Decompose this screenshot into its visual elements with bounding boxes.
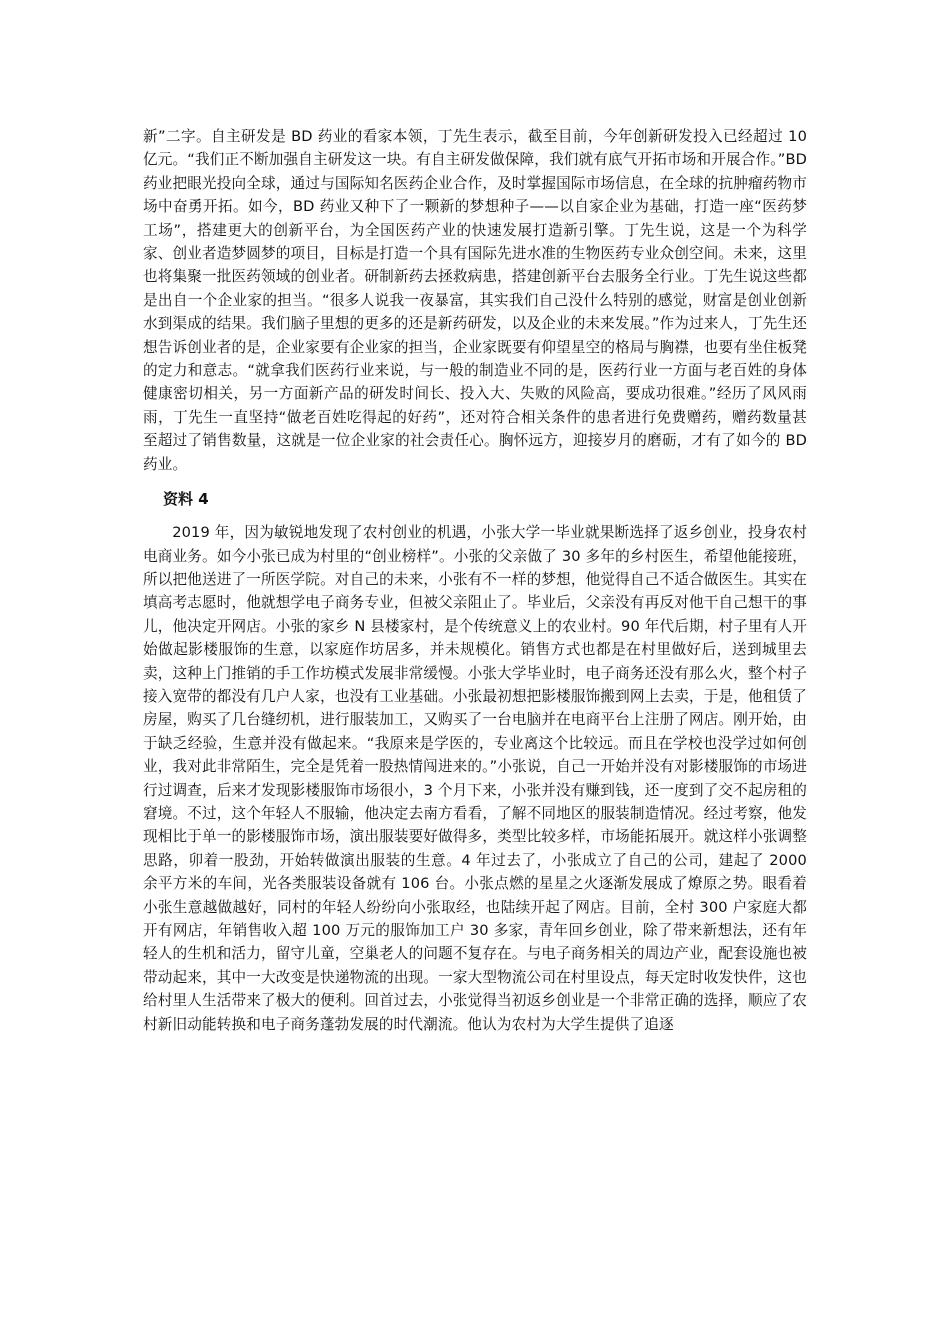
section-heading-material-4: 资料 4: [163, 490, 209, 509]
paragraph-bd-pharma: 新”二字。自主研发是 BD 药业的看家本领，丁先生表示，截至目前，今年创新研发投入已经超过 10 亿元。“我们正不断加强自主研发这一块。有自主研发做保障，我们就有底气开拓市场和开展合作。”BD 药业把眼光投向全球，通过与国际知名医药企业合作，及时掌握国际市场信息，在全球的抗肿瘤药物市场中奋勇开拓。如今，BD 药业又种下了一颗新的梦想种子——以自家企业为基础，打造一座“医药梦工场”，搭建更大的创新平台，为全国医药产业的快速发展打造新引擎。丁先生说，这是一个为科学家、创业者造梦圆梦的项目，目标是打造一个具有国际先进水准的生物医药专业众创空间。未来，这里也将集聚一批医药领域的创业者。研制新药去拯救病患，搭建创新平台去服务全行业。丁先生说这些都是出自一个企业家的担当。“很多人说我一夜暴富，其实我们自己没什么特别的感觉，财富是创业创新水到渠成的结果。我们脑子里想的更多的还是新药研发，以及企业的未来发展。”作为过来人，丁先生还想告诉创业者的是，企业家要有企业家的担当，企业家既要有仰望星空的格局与胸襟，也要有坐住板凳的定力和意志。“就拿我们医药行业来说，与一般的制造业不同的是，医药行业一方面与老百姓的身体健康密切相关，另一方面新产品的研发时间长、投入大、失败的风险高，要成功很难。”经历了风风雨雨，丁先生一直坚持“做老百姓吃得起的好药”，还对符合相关条件的患者进行免费赠药，赠药数量甚至超过了销售数量，这就是一位企业家的社会责任心。胸怀远方，迎接岁月的磨砺，才有了如今的 BD 药业。: [143, 128, 807, 473]
paragraph-xiaozhang: 2019 年，因为敏锐地发现了农村创业的机遇，小张大学一毕业就果断选择了返乡创业，投身农村电商业务。如今小张已成为村里的“创业榜样”。小张的父亲做了 30 多年的乡村医生，希望他能接班，所以把他送进了一所医学院。对自己的未来，小张有不一样的梦想，他觉得自己不适合做医生。其实在填高考志愿时，他就想学电子商务专业，但被父亲阻止了。毕业后，父亲没有再反对他干自己想干的事儿，他决定开网店。小张的家乡 N 县楼家村，是个传统意义上的农业村。90 年代后期，村子里有人开始做起影楼服饰的生意，以家庭作坊居多，并未规模化。销售方式也都是在村里做好后，送到城里去卖，这种上门推销的手工作坊模式发展非常缓慢。小张大学毕业时，电子商务还没有那么火，整个村子接入宽带的都没有几户人家，也没有工业基础。小张最初想把影楼服饰搬到网上去卖，于是，他租赁了房屋，购买了几台缝纫机，进行服装加工，又购买了一台电脑并在电商平台上注册了网店。刚开始，由于缺乏经验，生意并没有做起来。“我原来是学医的，专业离这个比较远。而且在学校也没学过如何创业，我对此非常陌生，完全是凭着一股热情闯进来的。”小张说，自己一开始并没有对影楼服饰的市场进行过调查，后来才发现影楼服饰市场很小，3 个月下来，小张并没有赚到钱，还一度到了交不起房租的窘境。不过，这个年轻人不服输，他决定去南方看看，了解不同地区的服装制造情况。经过考察，他发现相比于单一的影楼服饰市场，演出服装要好做得多，类型比较多样，市场能拓展开。就这样小张调整思路，卯着一股劲，开始转做演出服装的生意。4 年过去了，小张成立了自己的公司，建起了 2000 余平方米的车间，光各类服装设备就有 106 台。小张点燃的星星之火逐渐发展成了燎原之势。眼看着小张生意越做越好，同村的年轻人纷纷向小张取经，也陆续开起了网店。目前，全村 300 户家庭大都开有网店，年销售收入超 100 万元的服饰加工户 30 多家，青年回乡创业，除了带来新想法，还有年轻人的生机和活力，留守儿童，空巢老人的问题不复存在。与电子商务相关的周边产业，配套设施也被带动起来，其中一大改变是快递物流的出现。一家大型物流公司在村里设点，每天定时收发快件，这也给村里人生活带来了极大的便利。回首过去，小张觉得当初返乡创业是一个非常正确的选择，顺应了农村新旧动能转换和电子商务蓬勃发展的时代潮流。他认为农村为大学生提供了追逐: [143, 524, 807, 1033]
document-page: [143, 125, 807, 1036]
